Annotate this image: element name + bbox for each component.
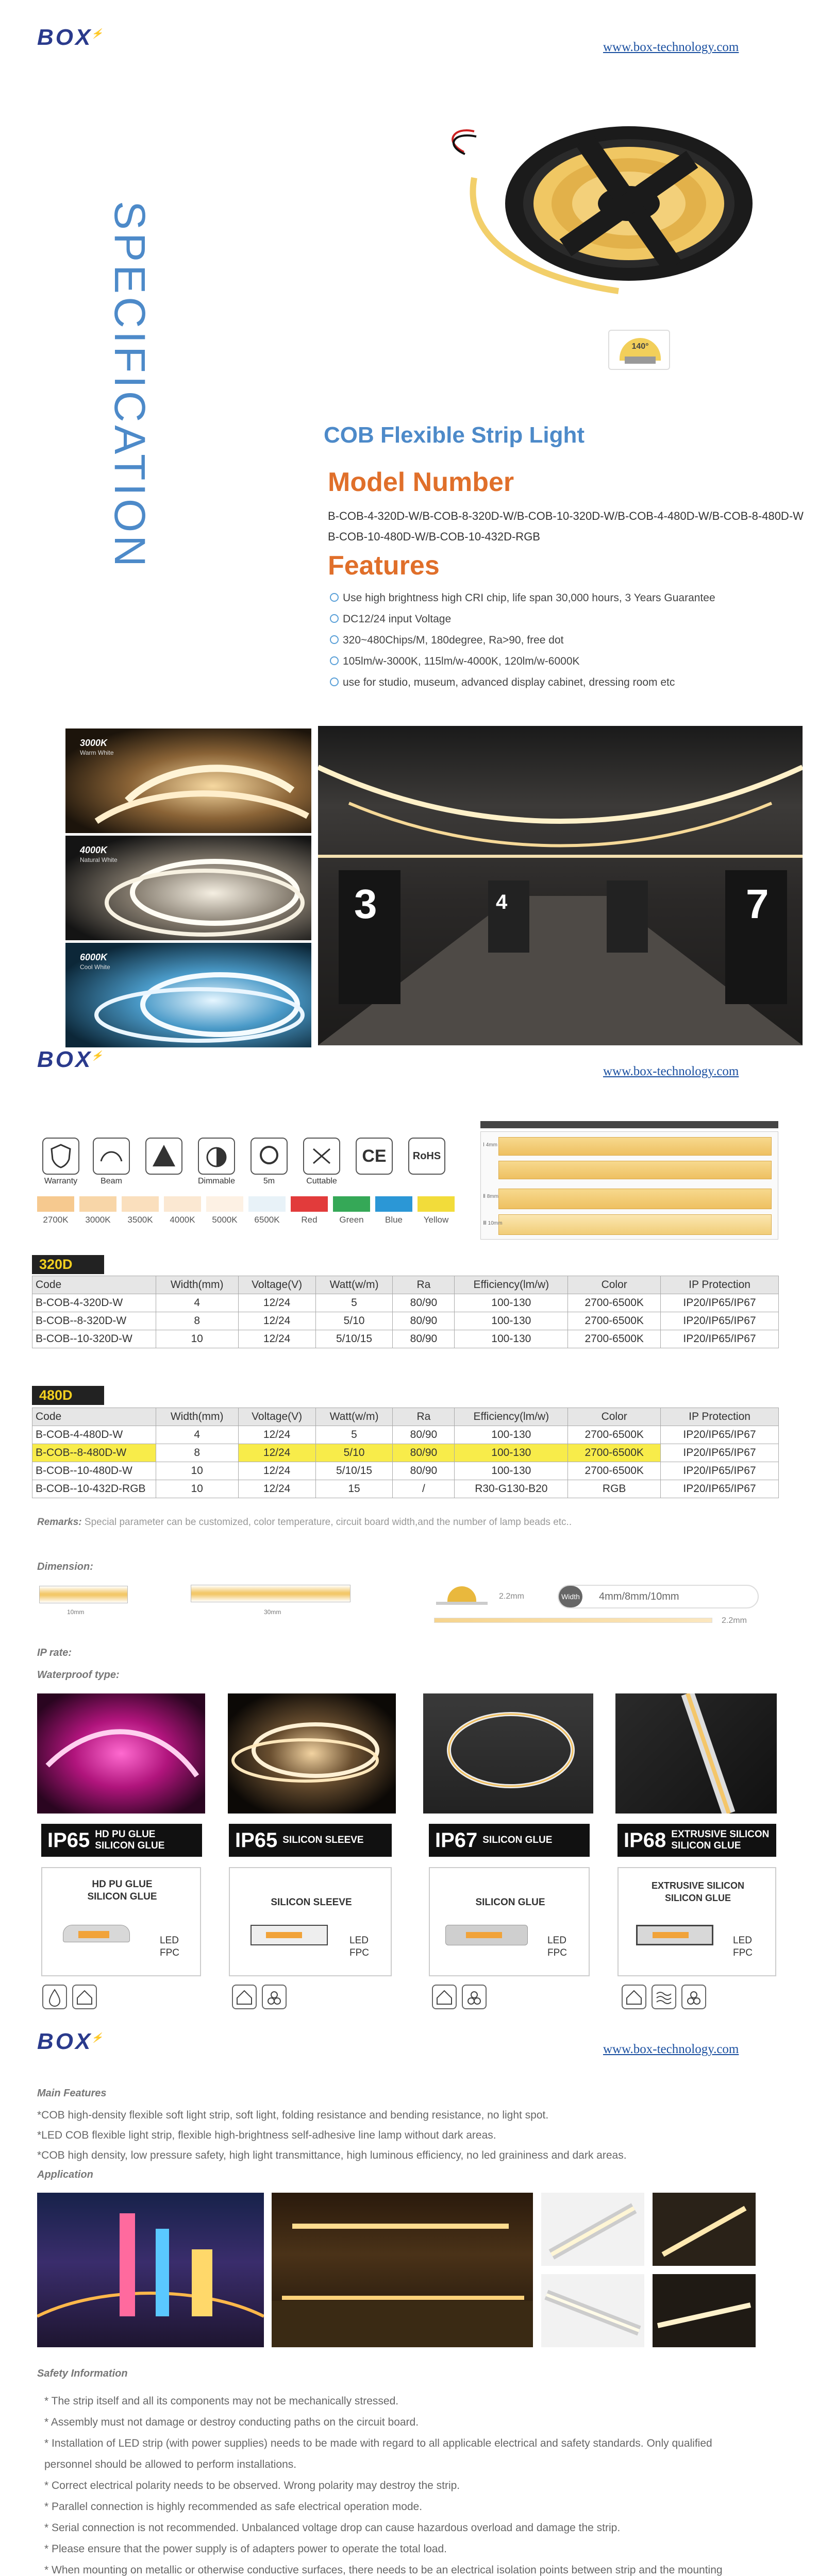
- safety-line: * Installation of LED strip (with power supplies) needs to be made with regard to all applicable electrical and safety standards. Only qualified: [44, 2437, 712, 2449]
- table-cell: 100-130: [455, 1426, 568, 1444]
- color-swatch: [122, 1196, 159, 1212]
- table-header-cell: Ra: [393, 1408, 455, 1426]
- color-swatch-label: 2700K: [43, 1215, 69, 1225]
- cert-label: Cuttable: [306, 1177, 337, 1185]
- main-feature-item: *LED COB flexible light strip, flexible high-brightness self-adhesive line lamp without dark areas.: [37, 2129, 496, 2141]
- cert-label: 5m: [263, 1177, 275, 1185]
- waterproof-type-label: Waterproof type:: [37, 1669, 120, 1681]
- ip68-photo: [615, 1693, 777, 1814]
- brand-url-link[interactable]: www.box-technology.com: [603, 1064, 739, 1078]
- ip-diagram: EXTRUSIVE SILICON SILICON GLUE LED FPC: [617, 1867, 776, 1976]
- table-cell: 10: [156, 1462, 238, 1480]
- dimension-strip-small: [39, 1586, 128, 1603]
- table-cell: 80/90: [393, 1462, 455, 1480]
- table-header-cell: IP Protection: [661, 1276, 779, 1294]
- main-feature-item: *COB high-density flexible soft light strip, soft light, folding resistance and bending resistance, no light spot.: [37, 2109, 549, 2121]
- cct-photo-4000k: 4000K Natural White: [65, 836, 311, 940]
- table-cell: 5: [315, 1294, 393, 1312]
- table-cell: /: [393, 1480, 455, 1498]
- brand-url-link[interactable]: www.box-technology.com: [603, 40, 739, 54]
- color-swatch: [79, 1196, 116, 1212]
- strip-reel-image: [433, 121, 794, 317]
- color-swatch: [248, 1196, 286, 1212]
- table-header-cell: Efficiency(lm/w): [455, 1276, 568, 1294]
- color-swatch-label: 6500K: [254, 1215, 280, 1225]
- dimension-label: Dimension:: [37, 1561, 93, 1572]
- table-cell: 2700-6500K: [568, 1462, 661, 1480]
- application-profile-photo: [653, 2274, 756, 2347]
- table-header-row: [32, 1408, 779, 1426]
- table-cell: B-COB-4-320D-W: [32, 1294, 156, 1312]
- dimension-len2: 30mm: [264, 1608, 281, 1616]
- table-cell: 80/90: [393, 1330, 455, 1348]
- warning-icon: [145, 1138, 182, 1175]
- color-swatch-label: Blue: [385, 1215, 403, 1225]
- ip-rate-label: IP rate:: [37, 1647, 72, 1658]
- application-pool-photo: [272, 2193, 533, 2347]
- application-city-photo: [37, 2193, 264, 2347]
- table-cell: IP20/IP65/IP67: [661, 1330, 779, 1348]
- application-label: Application: [37, 2169, 93, 2180]
- water-drop-icon: [42, 1985, 67, 2009]
- table-header-cell: Width(mm): [156, 1276, 238, 1294]
- table-cell: 80/90: [393, 1312, 455, 1330]
- dimension-strip-side: [434, 1618, 712, 1623]
- feature-item: use for studio, museum, advanced display cabinet, dressing room etc: [330, 672, 715, 693]
- table-cell: 100-130: [455, 1312, 568, 1330]
- features-list: [330, 587, 715, 693]
- table-480d-tag: 480D: [32, 1386, 104, 1405]
- table-cell: 12/24: [238, 1312, 315, 1330]
- color-swatch: [291, 1196, 328, 1212]
- ip65-pu-photo: [37, 1693, 205, 1814]
- ip-diagram: SILICON SLEEVE LED FPC: [229, 1867, 392, 1976]
- color-swatch: [333, 1196, 370, 1212]
- safety-line: personnel should be allowed to perform installations.: [44, 2459, 297, 2470]
- product-title: COB Flexible Strip Light: [324, 422, 585, 448]
- brand-logo: BOX⚡: [37, 2029, 105, 2054]
- color-swatch-label: 3500K: [127, 1215, 153, 1225]
- dimension-height: 2.2mm: [499, 1592, 524, 1601]
- brand-logo: BOX⚡: [37, 25, 105, 50]
- dimension-strip-long: [191, 1585, 350, 1602]
- features-heading: Features: [328, 551, 440, 581]
- application-profile-photo: [541, 2193, 644, 2266]
- application-profile-photo: [541, 2274, 644, 2347]
- table-row: [32, 1312, 779, 1330]
- table-header-cell: IP Protection: [661, 1408, 779, 1426]
- ip-label: IP68 EXTRUSIVE SILICON SILICON GLUE: [617, 1824, 776, 1857]
- table-cell: IP20/IP65/IP67: [661, 1462, 779, 1480]
- table-cell: 80/90: [393, 1426, 455, 1444]
- table-header-cell: Ra: [393, 1276, 455, 1294]
- table-header-row: [32, 1276, 779, 1294]
- table-row: [32, 1294, 779, 1312]
- indoor-icon: [432, 1985, 457, 2009]
- remarks: Remarks: Special parameter can be customized, color temperature, circuit board width,and the number of lamp beads etc..: [37, 1517, 572, 1528]
- color-swatch-label: Yellow: [423, 1215, 449, 1225]
- safety-label: Safety Information: [37, 2368, 128, 2379]
- dimension-profile: [436, 1584, 488, 1605]
- table-cell: 100-130: [455, 1444, 568, 1462]
- table-cell: 5/10: [315, 1312, 393, 1330]
- table-cell: 5/10/15: [315, 1330, 393, 1348]
- brand-url-link[interactable]: www.box-technology.com: [603, 2042, 739, 2056]
- rohs-icon: RoHS: [408, 1138, 445, 1175]
- feature-item: DC12/24 input Voltage: [330, 608, 715, 630]
- brand-logo: BOX⚡: [37, 1047, 105, 1072]
- dimmable-icon: [198, 1138, 235, 1175]
- safety-line: * Parallel connection is highly recommended as safe electrical operation mode.: [44, 2501, 423, 2513]
- table-cell: B-COB--10-480D-W: [32, 1462, 156, 1480]
- indoor-icon: [232, 1985, 257, 2009]
- spec-vertical-title: SPECIFICATION: [106, 201, 154, 570]
- cert-label: Beam: [101, 1177, 122, 1185]
- ip-label: IP65 HD PU GLUE SILICON GLUE: [41, 1824, 202, 1857]
- color-swatch: [206, 1196, 243, 1212]
- table-320d-tag: 320D: [32, 1255, 104, 1274]
- ip67-photo: [423, 1693, 593, 1814]
- feature-item: 105lm/w-3000K, 115lm/w-4000K, 120lm/w-6000K: [330, 651, 715, 672]
- cert-label: Warranty: [44, 1177, 78, 1185]
- table-header-cell: Watt(w/m): [315, 1276, 393, 1294]
- color-swatch: [418, 1196, 455, 1212]
- cct-photo-3000k: 3000K Warm White: [65, 728, 311, 833]
- spec-table-480d: [32, 1408, 779, 1498]
- outdoor-icon: [262, 1985, 287, 2009]
- table-row: [32, 1330, 779, 1348]
- strip-top-bar: [480, 1121, 778, 1128]
- cert-label: Dimmable: [197, 1177, 235, 1185]
- table-cell: 8: [156, 1444, 238, 1462]
- safety-line: * When mounting on metallic or otherwise conductive surfaces, there needs to be an electrical isolation points between strip and the mounting: [44, 2564, 723, 2576]
- table-cell: 12/24: [238, 1480, 315, 1498]
- table-cell: 12/24: [238, 1426, 315, 1444]
- table-cell: B-COB--8-480D-W: [32, 1444, 156, 1462]
- color-swatch-label: 5000K: [212, 1215, 238, 1225]
- color-swatch-label: 4000K: [170, 1215, 195, 1225]
- table-cell: 10: [156, 1330, 238, 1348]
- table-header-cell: Watt(w/m): [315, 1408, 393, 1426]
- table-cell: 5/10/15: [315, 1462, 393, 1480]
- table-cell: 100-130: [455, 1330, 568, 1348]
- table-cell: B-COB--10-432D-RGB: [32, 1480, 156, 1498]
- table-cell: 100-130: [455, 1294, 568, 1312]
- table-cell: IP20/IP65/IP67: [661, 1294, 779, 1312]
- table-cell: 2700-6500K: [568, 1426, 661, 1444]
- table-header-cell: Color: [568, 1276, 661, 1294]
- strip-drawings: Ⅰ 4mm Ⅱ 8mm Ⅲ 10mm: [480, 1131, 778, 1240]
- table-cell: RGB: [568, 1480, 661, 1498]
- length-5m-icon: [251, 1138, 288, 1175]
- table-cell: B-COB-4-480D-W: [32, 1426, 156, 1444]
- table-cell: 15: [315, 1480, 393, 1498]
- table-row: [32, 1462, 779, 1480]
- safety-list: [44, 2391, 787, 2576]
- table-cell: IP20/IP65/IP67: [661, 1480, 779, 1498]
- table-cell: R30-G130-B20: [455, 1480, 568, 1498]
- beam-icon: [93, 1138, 130, 1175]
- model-number-heading: Model Number: [328, 467, 514, 497]
- cct-photo-6000k: 6000K Cool White: [65, 943, 311, 1047]
- ip-diagram: HD PU GLUE SILICON GLUE LED FPC: [41, 1867, 201, 1976]
- table-cell: B-COB--10-320D-W: [32, 1330, 156, 1348]
- table-cell: 12/24: [238, 1462, 315, 1480]
- ip-label: IP67 SILICON GLUE: [429, 1824, 590, 1857]
- table-cell: 2700-6500K: [568, 1330, 661, 1348]
- feature-item: 320~480Chips/M, 180degree, Ra>90, free dot: [330, 630, 715, 651]
- table-header-cell: Code: [32, 1276, 156, 1294]
- table-cell: 12/24: [238, 1444, 315, 1462]
- table-cell: 4: [156, 1426, 238, 1444]
- table-row: [32, 1480, 779, 1498]
- table-row: [32, 1426, 779, 1444]
- main-features-label: Main Features: [37, 2088, 107, 2099]
- dimension-height2: 2.2mm: [722, 1616, 747, 1625]
- table-cell: 5/10: [315, 1444, 393, 1462]
- table-cell: IP20/IP65/IP67: [661, 1426, 779, 1444]
- main-features-list: [37, 2105, 627, 2165]
- cuttable-icon: [303, 1138, 340, 1175]
- model-list-line1: B-COB-4-320D-W/B-COB-8-320D-W/B-COB-10-320D-W/B-COB-4-480D-W/B-COB-8-480D-W: [328, 510, 804, 522]
- outdoor-icon: [681, 1985, 706, 2009]
- safety-line: * Please ensure that the power supply is of adapters power to operate the total load.: [44, 2543, 447, 2555]
- safety-line: * Serial connection is not recommended. Unbalanced voltage drop can cause hazardous overload and damage the strip.: [44, 2522, 621, 2534]
- indoor-icon: [622, 1985, 646, 2009]
- main-feature-item: *COB high density, low pressure safety, high light transmittance, high luminous efficiency, no led graininess and dark areas.: [37, 2149, 627, 2161]
- color-swatch-label: 3000K: [85, 1215, 111, 1225]
- table-header-cell: Efficiency(lm/w): [455, 1408, 568, 1426]
- table-row: [32, 1444, 779, 1462]
- color-swatch: [37, 1196, 74, 1212]
- color-swatch-label: Red: [301, 1215, 318, 1225]
- table-header-cell: Voltage(V): [238, 1276, 315, 1294]
- ip-label: IP65 SILICON SLEEVE: [229, 1824, 392, 1857]
- underwater-icon: [652, 1985, 676, 2009]
- table-cell: 12/24: [238, 1294, 315, 1312]
- table-cell: 10: [156, 1480, 238, 1498]
- outdoor-icon: [462, 1985, 487, 2009]
- safety-line: * The strip itself and all its components may not be mechanically stressed.: [44, 2395, 399, 2407]
- ce-icon: CE: [356, 1138, 393, 1175]
- indoor-icon: [72, 1985, 97, 2009]
- table-cell: 80/90: [393, 1444, 455, 1462]
- table-cell: 100-130: [455, 1462, 568, 1480]
- table-cell: 8: [156, 1312, 238, 1330]
- table-cell: 2700-6500K: [568, 1312, 661, 1330]
- safety-line: * Correct electrical polarity needs to be observed. Wrong polarity may destroy the strip.: [44, 2480, 460, 2492]
- table-cell: 4: [156, 1294, 238, 1312]
- color-swatch-label: Green: [339, 1215, 364, 1225]
- model-list-line2: B-COB-10-480D-W/B-COB-10-432D-RGB: [328, 530, 540, 543]
- dimension-len1: 10mm: [67, 1608, 85, 1616]
- table-header-cell: Voltage(V): [238, 1408, 315, 1426]
- table-cell: 5: [315, 1426, 393, 1444]
- width-pill: Width 4mm/8mm/10mm: [558, 1585, 759, 1608]
- safety-line: * Assembly must not damage or destroy conducting paths on the circuit board.: [44, 2416, 419, 2428]
- table-cell: B-COB--8-320D-W: [32, 1312, 156, 1330]
- ip65-sleeve-photo: [228, 1693, 396, 1814]
- table-header-cell: Code: [32, 1408, 156, 1426]
- feature-item: Use high brightness high CRI chip, life span 30,000 hours, 3 Years Guarantee: [330, 587, 715, 608]
- table-cell: IP20/IP65/IP67: [661, 1444, 779, 1462]
- application-hall-photo: 3 4 7: [318, 726, 803, 1045]
- beam-angle-badge: 140°: [608, 330, 670, 370]
- table-cell: 2700-6500K: [568, 1444, 661, 1462]
- spec-table-320d: [32, 1276, 779, 1348]
- table-header-cell: Color: [568, 1408, 661, 1426]
- warranty-icon: [42, 1138, 79, 1175]
- table-cell: 80/90: [393, 1294, 455, 1312]
- table-header-cell: Width(mm): [156, 1408, 238, 1426]
- table-cell: IP20/IP65/IP67: [661, 1312, 779, 1330]
- table-cell: 2700-6500K: [568, 1294, 661, 1312]
- ip-diagram: SILICON GLUE LED FPC: [429, 1867, 590, 1976]
- table-cell: 12/24: [238, 1330, 315, 1348]
- color-swatch: [164, 1196, 201, 1212]
- color-swatch: [375, 1196, 412, 1212]
- application-profile-photo: [653, 2193, 756, 2266]
